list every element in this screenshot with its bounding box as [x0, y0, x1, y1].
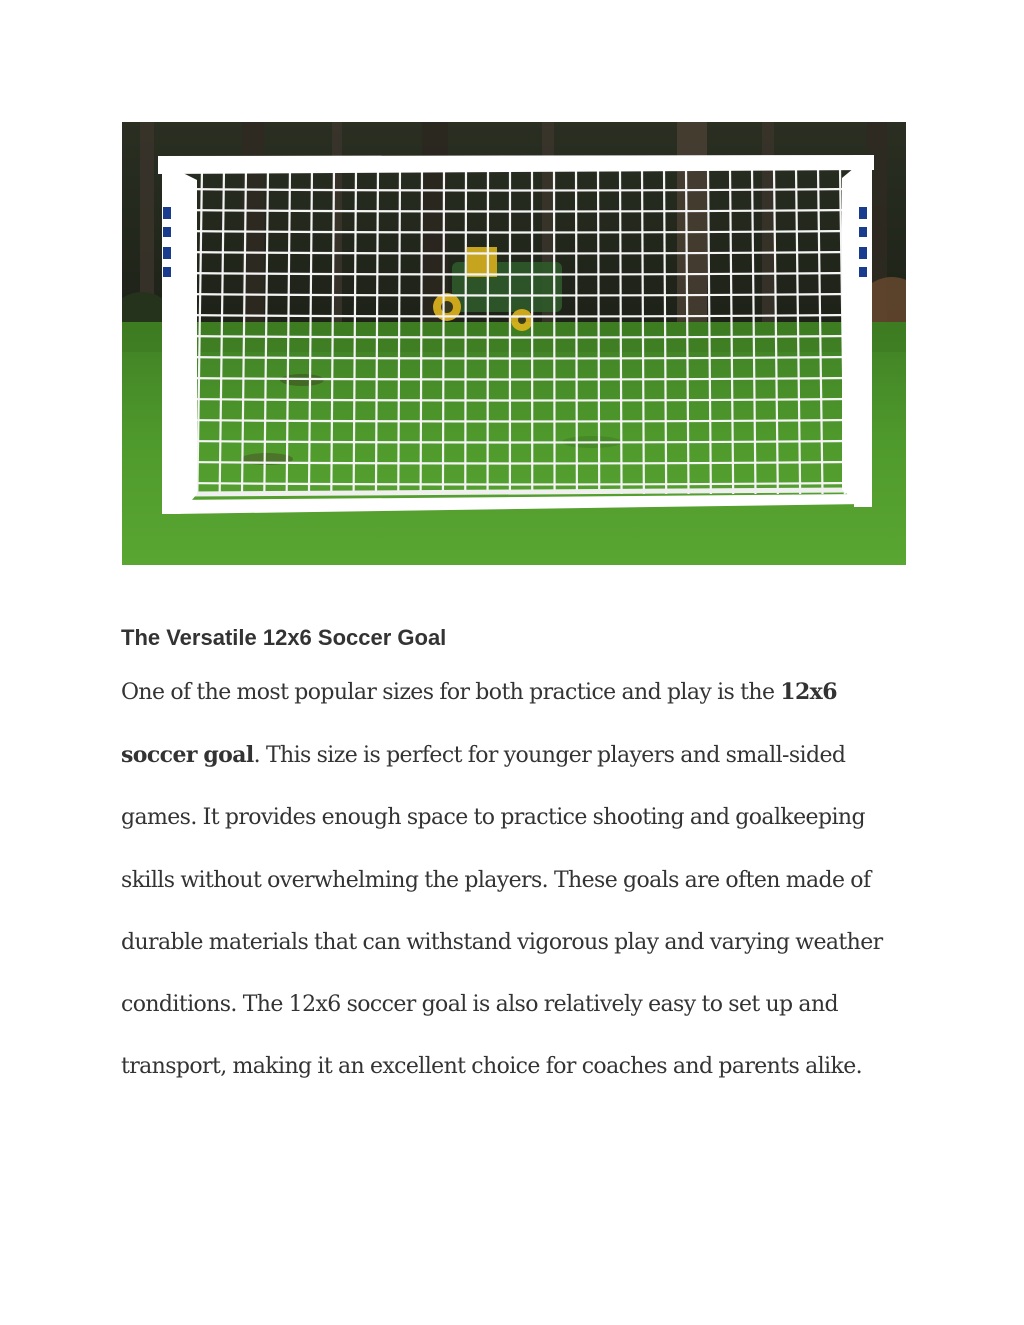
soccer-goal-photo	[122, 122, 906, 565]
paragraph-rest: . This size is perfect for younger players and small-sided games. It provides enough space to practice shooting and goalkeeping skills without overwhelming the players. These goals are often made of durable materials that can withstand vigorous play and varying weather conditions. The 12x6 soccer goal is also relatively easy to set up and transport, making it an excellent choice for coaches and parents alike.	[121, 743, 883, 1080]
section-heading: The Versatile 12x6 Soccer Goal	[121, 625, 447, 650]
paragraph-intro: One of the most popular sizes for both practice and play is the	[121, 680, 781, 705]
highlighted-term: 12x6 soccer goal	[121, 679, 837, 769]
body-paragraph	[121, 661, 911, 1098]
goal-illustration	[122, 122, 906, 565]
